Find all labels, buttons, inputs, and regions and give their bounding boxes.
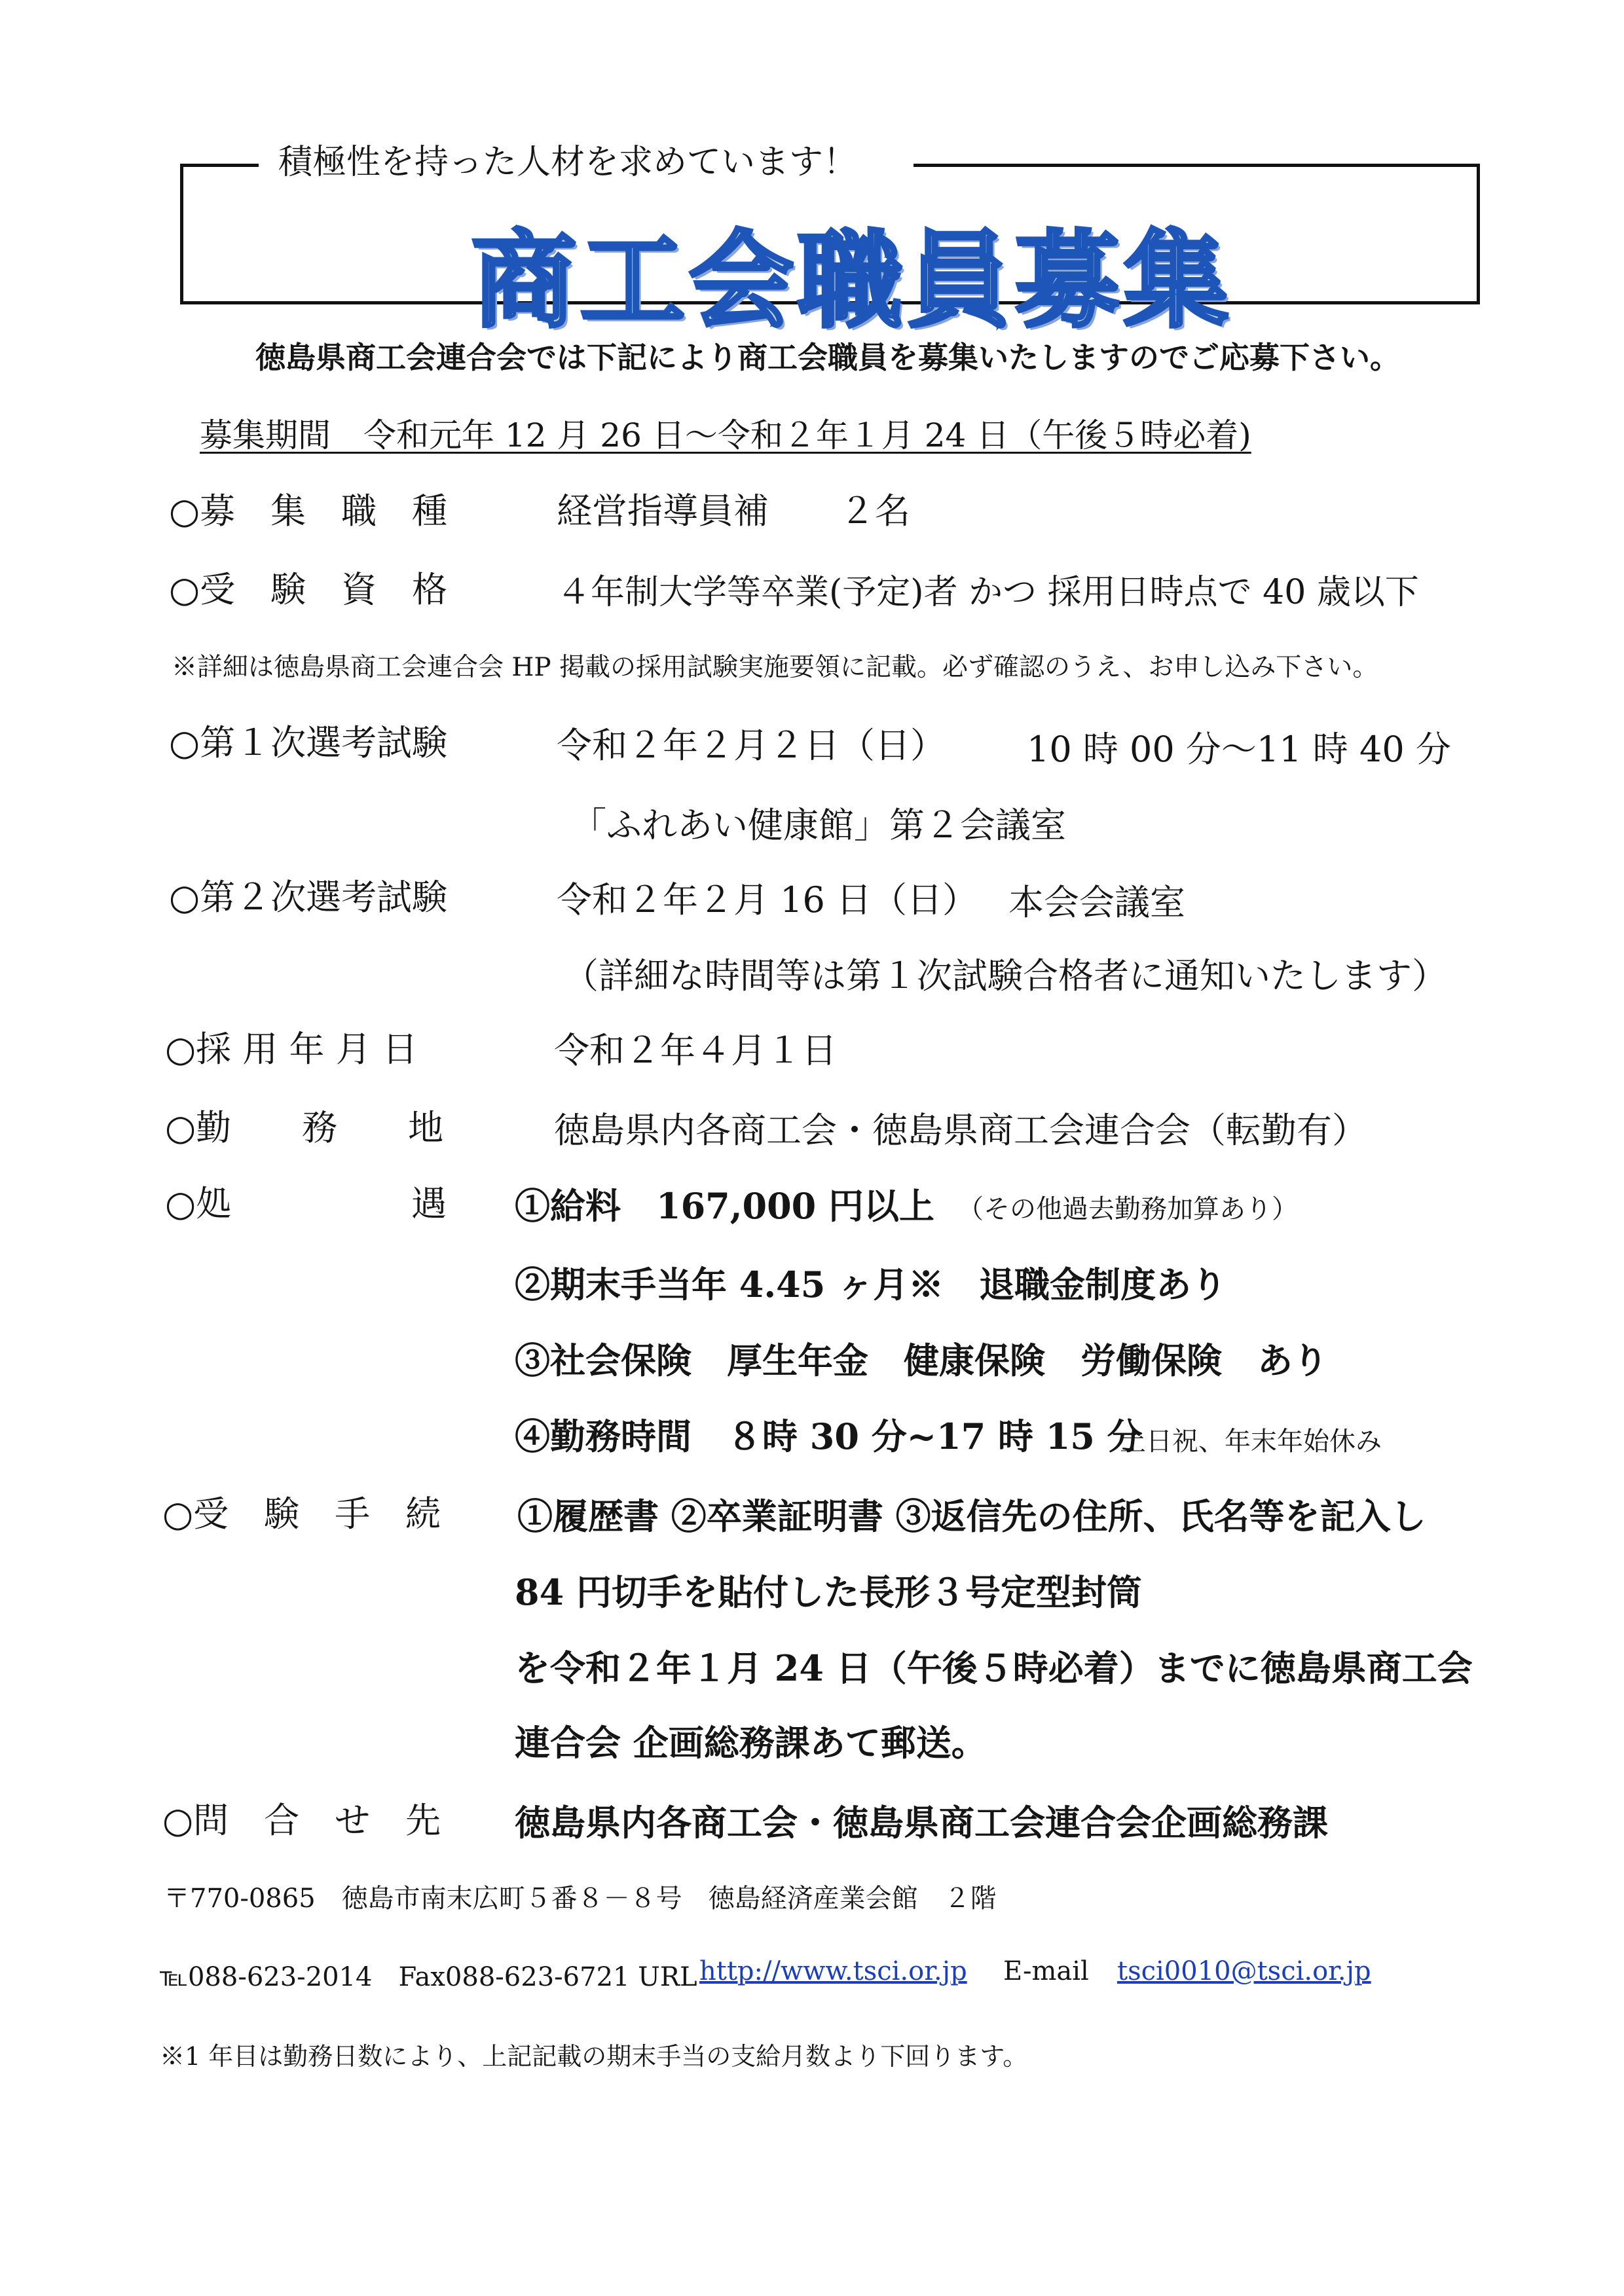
qualification-note: ※詳細は徳島県商工会連合会 HP 掲載の採用試験実施要領に記載。必ず確認のうえ、お申し込み下さい。 [172,653,1378,682]
exam2-note: （詳細な時間等は第１次試験合格者に通知いたします） [563,955,1447,996]
treatment-label: ○処 [165,1183,232,1224]
qualification-value: ４年制大学等卒業(予定)者 かつ 採用日時点で 40 歳以下 [557,573,1419,612]
exam2-date: 令和２年２月 16 日（日） [557,879,978,920]
contact-email-link[interactable]: tsci0010@tsci.or.jp [1117,1956,1371,1986]
bonus: ②期末手当年 4.45 ヶ月※ 退職金制度あり [515,1264,1227,1305]
working-hours: ④勤務時間 ８時 30 分~17 時 15 分 [515,1415,1143,1457]
salary-note: （その他過去勤務加算あり） [957,1194,1298,1224]
contact-value: 徳島県内各商工会・徳島県商工会連合会企画総務課 [515,1802,1328,1844]
procedure-line-4: 連合会 企画総務課あて郵送。 [515,1722,987,1764]
insurance: ③社会保険 厚生年金 健康保険 労働保険 あり [515,1339,1328,1381]
exam1-time: 10 時 00 分～11 時 40 分 [1027,729,1451,770]
treatment-label-end: 遇 [411,1183,447,1224]
exam1-label: ○第１次選考試験 [169,722,448,763]
intro-text: 徳島県商工会連合会では下記により商工会職員を募集いたしますのでご応募下さい。 [255,340,1400,375]
working-hours-note: 土日祝、年末年始休み [1120,1427,1382,1457]
exam1-place: 「ふれあい健康館」第２会議室 [571,805,1066,846]
exam2-place: 本会会議室 [1008,882,1185,923]
recruitment-period: 募集期間 令和元年 12 月 26 日～令和２年１月 24 日（午後５時必着) [200,416,1251,454]
exam2-label: ○第２次選考試験 [169,877,448,918]
contact-email-label: E-mail [1003,1956,1089,1986]
exam1-date: 令和２年２月２日（日） [557,725,946,766]
job-type-value: 経営指導員補 ２名 [557,490,910,532]
procedure-line-3: を令和２年１月 24 日（午後５時必着）までに徳島県商工会 [515,1647,1473,1689]
contact-label: ○問 合 せ 先 [162,1800,441,1841]
qualification-label: ○受 験 資 格 [169,569,448,610]
frame-top-left-rule [180,164,259,167]
job-type-label: ○募 集 職 種 [169,490,448,532]
salary: ①給料 167,000 円以上 [515,1185,935,1227]
frame-top-right-rule [913,164,1480,167]
procedure-line-2: 84 円切手を貼付した長形３号定型封筒 [515,1571,1142,1613]
tagline: 積極性を持った人材を求めています！ [278,143,858,182]
hire-date-value: 令和２年４月１日 [554,1030,837,1071]
procedure-label: ○受 験 手 続 [162,1493,441,1535]
procedure-line-1: ①履歴書 ②卒業証明書 ③返信先の住所、氏名等を記入し [517,1495,1426,1537]
workplace-value: 徳島県内各商工会・徳島県商工会連合会（転勤有） [554,1110,1367,1151]
footnote: ※1 年目は勤務日数により、上記記載の期末手当の支給月数より下回ります。 [160,2042,1028,2071]
hire-date-label: ○採 用 年 月 日 [165,1029,418,1070]
workplace-label: ○勤 務 地 [165,1107,444,1148]
page-title: 商工会職員募集 [471,219,1233,342]
contact-address: 〒770-0865 徳島市南末広町５番８－８号 徳島経済産業会館 ２階 [164,1884,997,1914]
contact-tel-fax: ℡088-623-2014 Fax088-623-6721 URL [160,1962,697,1992]
contact-url-link[interactable]: http://www.tsci.or.jp [699,1956,967,1986]
